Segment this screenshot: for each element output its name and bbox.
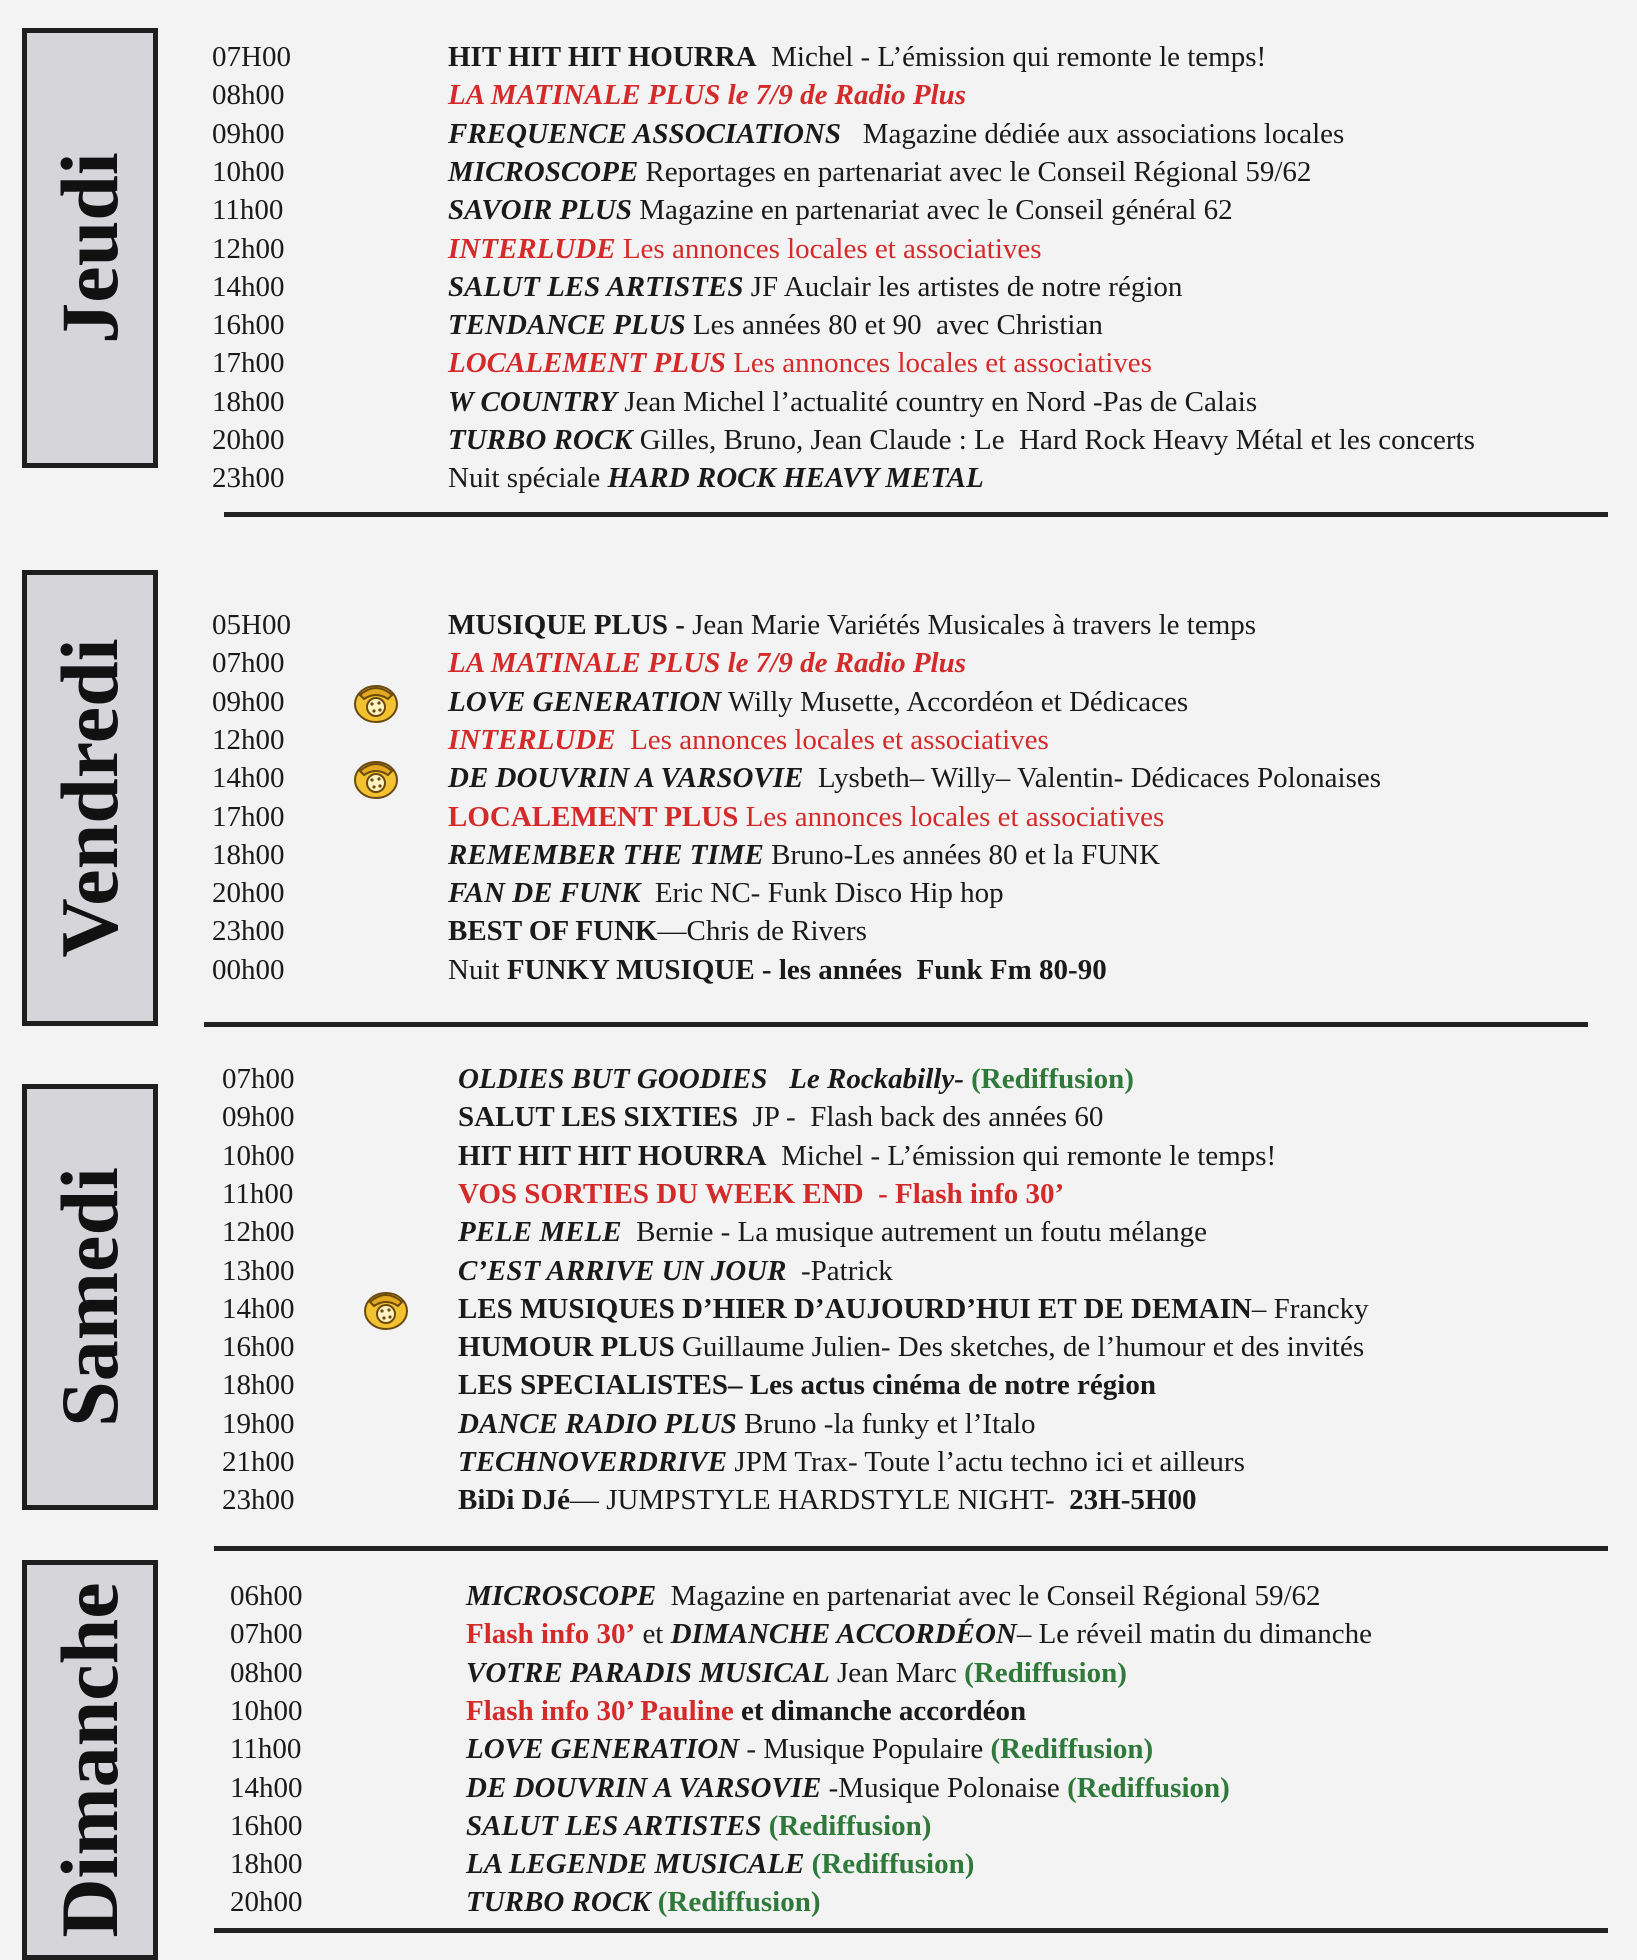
schedule-time: 11h00 [230,1733,302,1766]
schedule-programme [448,606,1256,644]
section-divider [224,512,1608,517]
programme-text: LA MATINALE PLUS le 7/9 de Radio Plus [448,647,967,680]
programme-text: C’EST ARRIVE UN JOUR [458,1254,787,1287]
programme-text: TENDANCE PLUS [448,309,686,342]
schedule-time: 09h00 [222,1101,295,1134]
schedule-programme [458,1060,1134,1098]
programme-text: Magazine en partenariat avec le Conseil général 62 [631,194,1233,227]
schedule-time: 12h00 [212,723,285,756]
programme-text: Les annonces locales et associatives [725,347,1152,380]
schedule-time: 18h00 [212,385,285,418]
schedule-time: 16h00 [222,1331,295,1364]
schedule-time: 07H00 [212,41,291,73]
schedule-programme [458,1175,1064,1213]
programme-text: — JUMPSTYLE HARDSTYLE NIGHT- [569,1484,1070,1517]
schedule-programme [448,230,1042,268]
schedule-time: 05H00 [212,609,291,641]
schedule-time: 12h00 [222,1216,295,1249]
programme-text: LA MATINALE PLUS le 7/9 de Radio Plus [448,79,967,112]
programme-text: SALUT LES ARTISTES [466,1809,762,1842]
schedule-programme [448,344,1152,382]
programme-text: (Rediffusion) [964,1656,1127,1689]
schedule-programme [448,459,984,497]
programme-text: DANCE RADIO PLUS [458,1407,737,1440]
telephone-icon [352,755,400,801]
schedule-programme [448,38,1266,76]
telephone-icon [352,679,400,725]
schedule-programme [448,115,1344,153]
programme-text: (Rediffusion) [761,1809,932,1842]
programme-text: LOCALEMENT PLUS [448,800,739,833]
schedule-programme [448,191,1233,229]
programme-text: Guillaume Julien- Des sketches, de l’humour et des invités [674,1331,1365,1364]
schedule-time: 13h00 [222,1254,295,1287]
programme-text: Eric NC- Funk Disco Hip hop [640,877,1004,910]
programme-text: MICROSCOPE [466,1580,657,1612]
schedule-time: 23h00 [212,462,285,495]
schedule-programme [466,1769,1230,1807]
programme-text: LOVE GENERATION [466,1733,740,1766]
programme-text: - Musique Populaire [739,1733,991,1766]
schedule-time: 14h00 [212,762,285,795]
schedule-time: 19h00 [222,1407,295,1440]
programme-text: et [635,1618,671,1651]
schedule-programme [448,912,867,950]
schedule-time: 16h00 [230,1809,303,1842]
programme-text: Nuit [448,953,507,986]
programme-text: Willy Musette, Accordéon et Dédicaces [721,685,1189,718]
day-label-box [22,1084,158,1510]
programme-text: Les annonces locales et associatives [738,800,1165,833]
schedule-programme [458,1252,893,1290]
schedule-programme [448,268,1182,306]
schedule-time: 11h00 [222,1177,294,1210]
schedule-time: 07h00 [212,647,285,680]
programme-text: LA LEGENDE MUSICALE [466,1848,805,1881]
day-label: Vendredi [44,638,135,958]
schedule-programme [448,759,1381,797]
schedule-time: 16h00 [212,309,285,342]
schedule-programme [458,1290,1369,1328]
programme-text: REMEMBER THE TIME [448,838,764,871]
schedule-time: 08h00 [230,1656,303,1689]
section-divider [204,1022,1588,1027]
schedule-programme [458,1405,1036,1443]
schedule-time: 20h00 [230,1886,303,1919]
schedule-programme [448,421,1475,459]
programme-text: (Rediffusion) [650,1886,821,1919]
programme-text: OLDIES BUT GOODIES Le Rockabilly- [458,1063,964,1095]
programme-text: Bruno -la funky et l’Italo [736,1407,1036,1440]
schedule-programme [448,951,1107,989]
schedule-time: 07h00 [222,1063,295,1095]
schedule-time: 23h00 [212,915,285,948]
programme-text: Flash info 30’ Pauline [466,1694,734,1727]
programme-text: JF Auclair les artistes de notre région [743,270,1183,303]
programme-text: Les années 80 et 90 avec Christian [685,309,1103,342]
programme-text: Gilles, Bruno, Jean Claude : Le Hard Rock Heavy Métal et les concerts [632,424,1475,456]
day-label: Jeudi [44,152,135,344]
schedule-time: 18h00 [230,1848,303,1881]
schedule-programme [458,1137,1276,1175]
programme-text: MICROSCOPE [448,155,639,188]
schedule-time: 11h00 [212,194,284,227]
programme-text: Magazine en partenariat avec le Conseil Régional 59/62 [656,1580,1321,1612]
day-label: Dimanche [44,1582,135,1938]
schedule-programme [458,1213,1207,1251]
programme-text: 23H-5H00 [1069,1484,1197,1517]
schedule-programme [466,1845,974,1883]
schedule-time: 18h00 [222,1369,295,1402]
programme-text: Bruno-Les années 80 et la FUNK [763,838,1161,871]
schedule-programme [458,1366,1156,1404]
schedule-time: 14h00 [212,270,285,303]
programme-text: —Chris de Rivers [657,915,867,948]
section-divider [214,1546,1608,1551]
schedule-programme [466,1730,1153,1768]
programme-text: Jean Marie Variétés Musicales à travers le temps [684,609,1257,641]
programme-text: Reportages en partenariat avec le Conseil Régional 59/62 [638,155,1312,188]
schedule-programme [448,306,1103,344]
schedule-programme [458,1481,1196,1519]
programme-text: HUMOUR PLUS [458,1331,675,1364]
telephone-icon [362,1286,410,1332]
schedule-programme [458,1443,1245,1481]
section-divider [214,1928,1608,1933]
programme-text: Magazine dédiée aux associations locales [841,117,1345,150]
schedule-time: 14h00 [230,1771,303,1804]
schedule-time: 00h00 [212,953,285,986]
programme-text: HIT HIT HIT HOURRA [448,41,757,73]
programme-text: DE DOUVRIN A VARSOVIE [466,1771,822,1804]
schedule-programme [458,1328,1364,1366]
programme-text: VOTRE PARADIS MUSICAL [466,1656,830,1689]
programme-text: – Francky [1251,1292,1369,1325]
programme-text: HARD ROCK HEAVY METAL [607,462,984,495]
programme-text: JPM Trax- Toute l’actu techno ici et ailleurs [727,1446,1245,1478]
programme-text: Jean Marc [829,1656,965,1689]
schedule-programme [448,683,1188,721]
programme-text: BiDi DJé [458,1484,570,1517]
programme-text: INTERLUDE [448,232,616,265]
programme-text: (Rediffusion) [990,1733,1154,1766]
schedule-programme [448,721,1049,759]
programme-text: MUSIQUE PLUS - [448,609,685,641]
day-label-box [22,1560,158,1960]
schedule-programme [466,1577,1321,1615]
programme-text: DE DOUVRIN A VARSOVIE [448,762,804,795]
schedule-time: 06h00 [230,1580,303,1612]
day-label-box [22,28,158,468]
programme-text: LOVE GENERATION [448,685,722,718]
schedule-programme [466,1807,931,1845]
programme-text: SALUT LES ARTISTES [448,270,744,303]
schedule-programme [448,836,1160,874]
programme-text: Michel - L’émission qui remonte le temps! [766,1139,1277,1172]
day-label: Samedi [44,1167,135,1427]
schedule-programme [466,1615,1372,1653]
schedule-time: 17h00 [212,347,285,380]
programme-text: (Rediffusion) [963,1063,1134,1095]
programme-text: Bernie - La musique autrement un foutu mélange [621,1216,1208,1249]
programme-text: Les annonces locales et associatives [615,723,1049,756]
programme-text: W COUNTRY [448,385,617,418]
schedule-time: 21h00 [222,1446,295,1478]
schedule-programme [448,153,1311,191]
schedule-time: 09h00 [212,117,285,150]
programme-text: FREQUENCE ASSOCIATIONS [448,117,841,150]
schedule-time: 23h00 [222,1484,295,1517]
programme-text: -Patrick [786,1254,893,1287]
schedule-time: 09h00 [212,685,285,718]
day-label-box [22,570,158,1026]
programme-text: Jean Michel l’actualité country en Nord -Pas de Calais [616,385,1258,418]
schedule-programme [466,1692,1026,1730]
schedule-time: 20h00 [212,424,285,456]
programme-text: BEST OF FUNK [448,915,658,948]
programme-text: TURBO ROCK [448,424,633,456]
programme-text: LES MUSIQUES D’HIER D’AUJOURD’HUI ET DE DEMAIN [458,1292,1252,1325]
programme-text: LES SPECIALISTES– Les actus cinéma de notre région [458,1369,1156,1402]
schedule-programme [448,76,966,114]
programme-text: (Rediffusion) [804,1848,975,1881]
programme-text: TURBO ROCK [466,1886,651,1919]
programme-text: -Musique Polonaise [821,1771,1068,1804]
schedule-time: 17h00 [212,800,285,833]
schedule-time: 14h00 [222,1292,295,1325]
programme-text: VOS SORTIES DU WEEK END - Flash info 30’ [458,1177,1065,1210]
programme-text: Les annonces locales et associatives [615,232,1042,265]
programme-text: FAN DE FUNK [448,877,641,910]
programme-text: TECHNOVERDRIVE [458,1446,728,1478]
schedule-time: 10h00 [230,1694,303,1727]
programme-text: LOCALEMENT PLUS [448,347,726,380]
schedule-programme [448,383,1257,421]
schedule-programme [458,1098,1103,1136]
programme-text: – Le réveil matin du dimanche [1016,1618,1372,1651]
programme-text: PELE MELE [458,1216,622,1249]
programme-text: FUNKY MUSIQUE - les années Funk Fm 80-90 [506,953,1107,986]
programme-text: Lysbeth– Willy– Valentin- Dédicaces Polonaises [803,762,1382,795]
schedule-programme [466,1883,821,1921]
programme-text: (Rediffusion) [1067,1771,1230,1804]
schedule-programme [448,644,966,682]
programme-text: Flash info 30’ [466,1618,636,1651]
programme-text: HIT HIT HIT HOURRA [458,1139,767,1172]
programme-text: SALUT LES SIXTIES [458,1101,738,1134]
programme-text: INTERLUDE [448,723,616,756]
schedule-programme [448,874,1004,912]
schedule-time: 07h00 [230,1618,303,1651]
schedule-programme [448,798,1164,836]
programme-text: Nuit spéciale [448,462,608,495]
schedule-time: 18h00 [212,838,285,871]
programme-text: Michel - L’émission qui remonte le temps! [756,41,1267,73]
schedule-time: 12h00 [212,232,285,265]
schedule-time: 08h00 [212,79,285,112]
programme-text: DIMANCHE ACCORDÉON [670,1618,1017,1651]
schedule-programme [466,1654,1127,1692]
schedule-time: 10h00 [222,1139,295,1172]
programme-text: JP - Flash back des années 60 [737,1101,1104,1134]
schedule-time: 10h00 [212,155,285,188]
programme-text: SAVOIR PLUS [448,194,632,227]
programme-text: et dimanche accordéon [733,1694,1027,1727]
schedule-time: 20h00 [212,877,285,910]
